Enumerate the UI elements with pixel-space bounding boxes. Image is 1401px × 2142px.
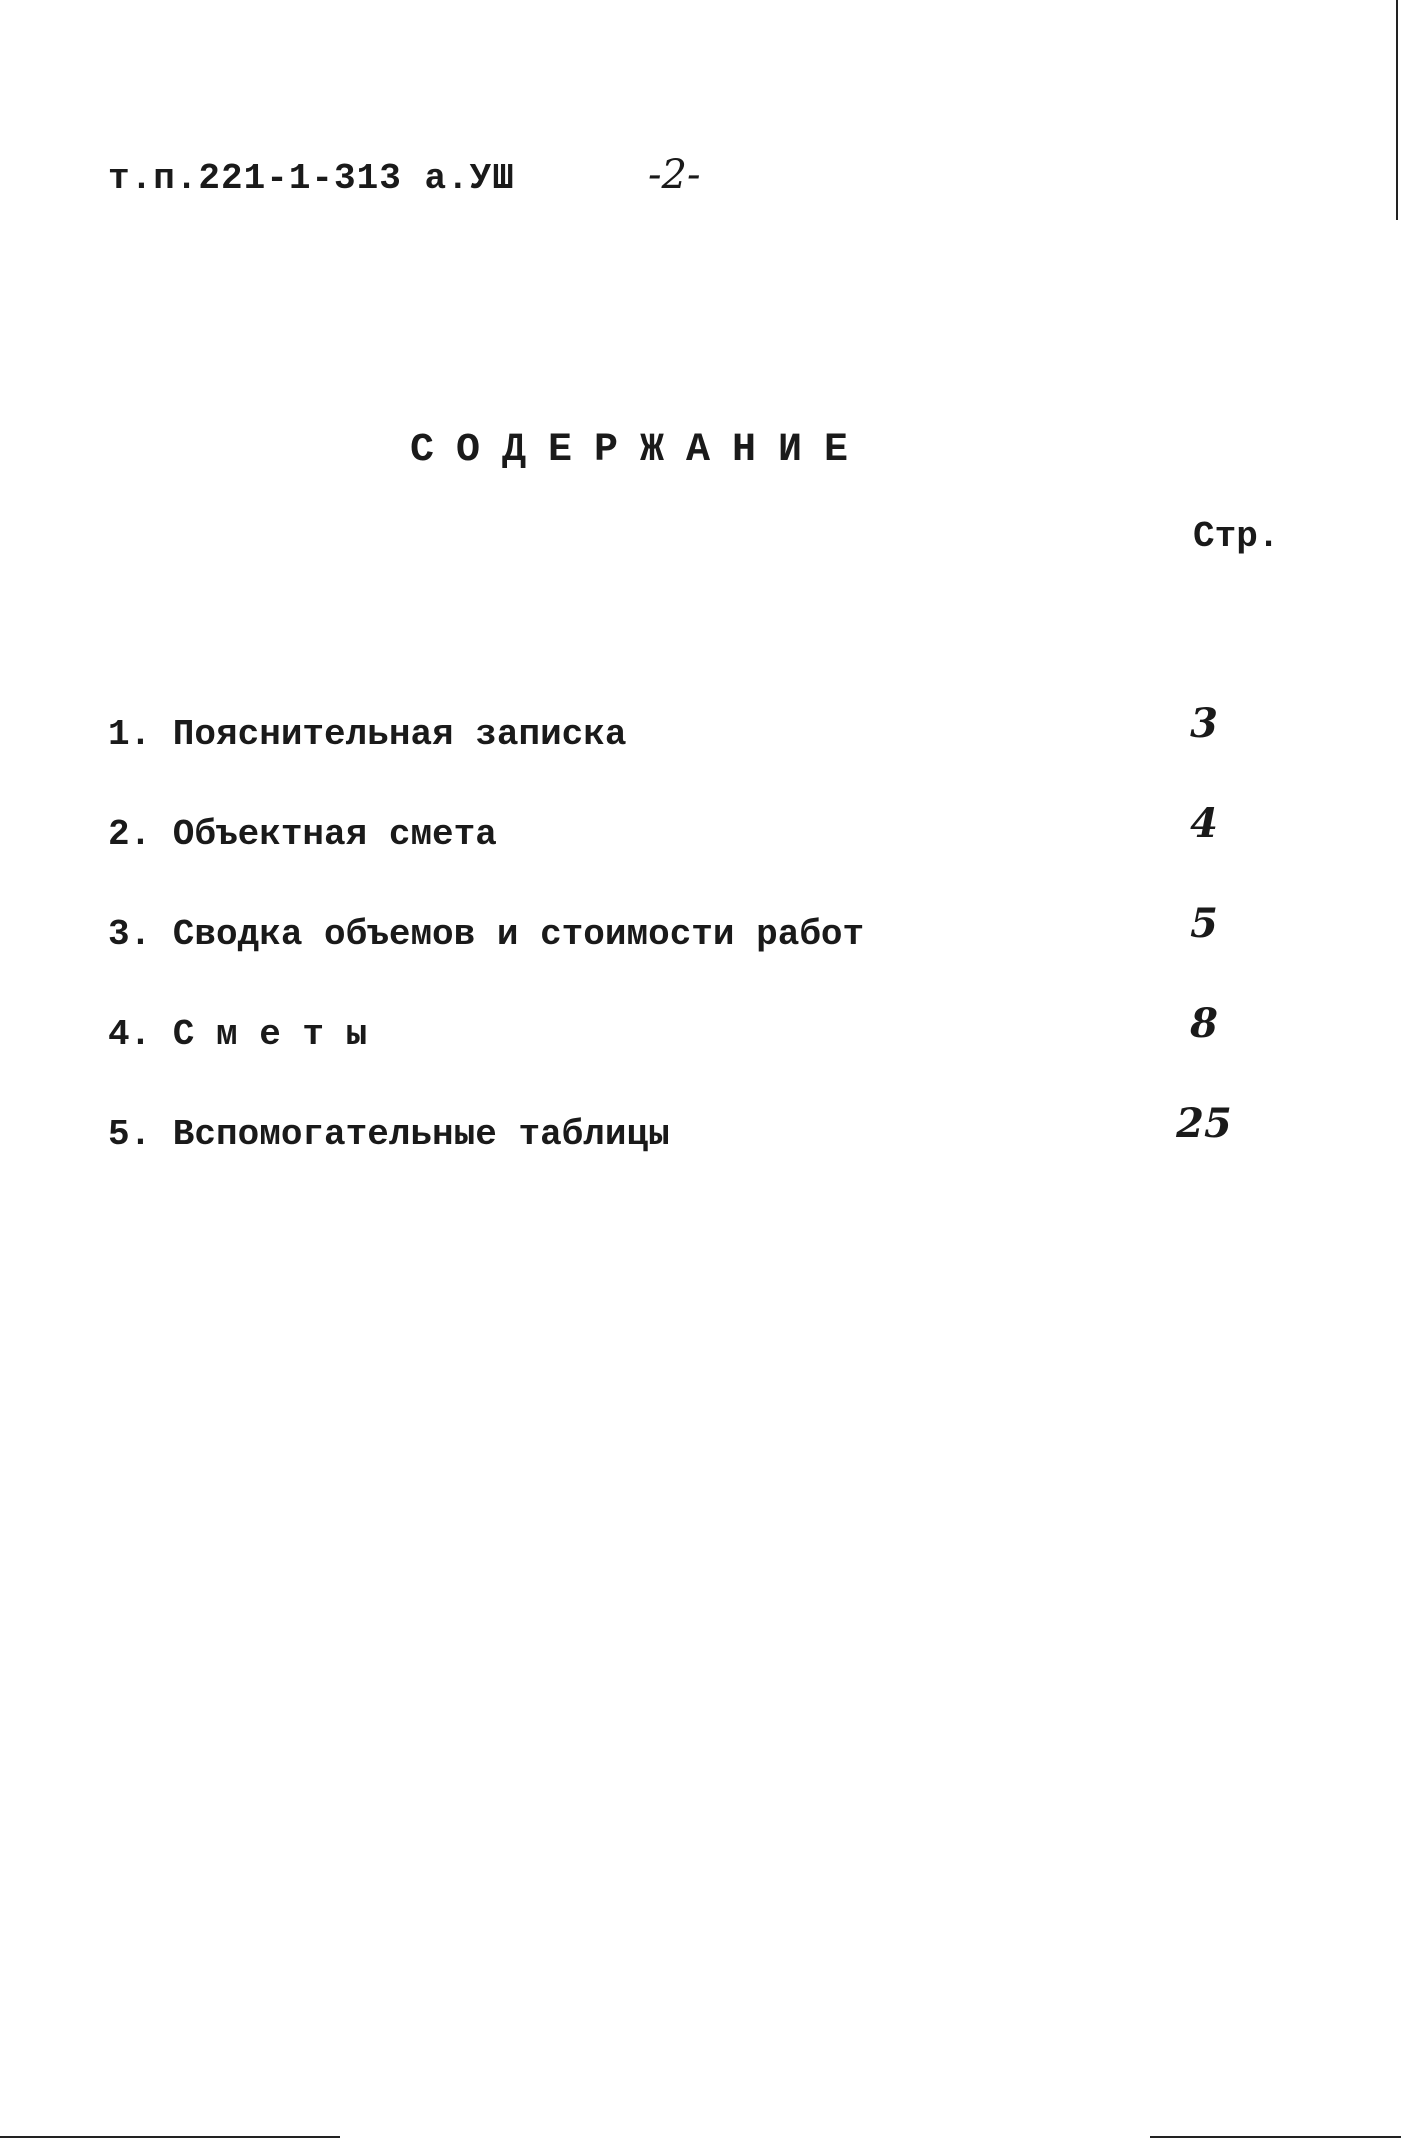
contents-title: СОДЕРЖАНИЕ <box>410 428 871 473</box>
toc-item-page: 3 <box>1190 700 1218 747</box>
toc-item <box>108 1100 1308 1200</box>
toc-item-page: 5 <box>1190 900 1218 947</box>
toc-item-label: 3. Сводка объемов и стоимости работ <box>108 914 865 955</box>
toc-item-label: 2. Объектная смета <box>108 814 497 855</box>
toc-item-page: 8 <box>1190 1000 1218 1047</box>
toc-item <box>108 700 1308 800</box>
document-code: т.п.221-1-313 а.УШ <box>108 158 515 199</box>
toc-item <box>108 800 1308 900</box>
toc-item <box>108 1000 1308 1100</box>
toc-item-label: 4. С м е т ы <box>108 1014 368 1055</box>
page-number: -2- <box>648 152 701 198</box>
toc-item-page: 25 <box>1176 1100 1232 1147</box>
toc-item-label: 5. Вспомогательные таблицы <box>108 1114 670 1155</box>
table-of-contents <box>108 700 1308 1200</box>
page-column-header: Стр. <box>1193 516 1280 557</box>
toc-item-label: 1. Пояснительная записка <box>108 714 627 755</box>
scan-edge-bottom-right <box>1150 2136 1401 2138</box>
scan-edge-right <box>1396 0 1398 220</box>
scan-edge-bottom-left <box>0 2136 340 2138</box>
toc-item-page: 4 <box>1190 800 1218 847</box>
toc-item <box>108 900 1308 1000</box>
